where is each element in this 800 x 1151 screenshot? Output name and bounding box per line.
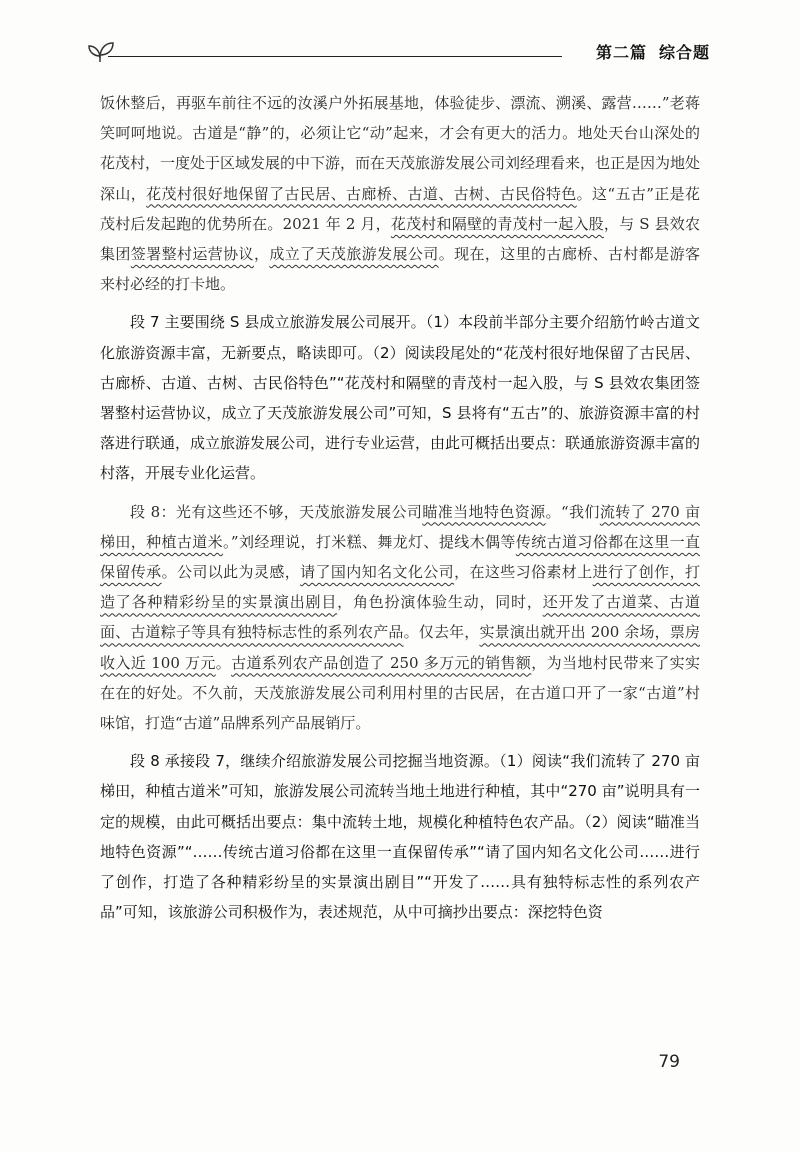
text-run: 。”刘经理说，打米糕、舞龙灯、提线木偶等 [223, 532, 516, 551]
text-run: 。 [215, 653, 232, 672]
text-run: 饭休整后，再驱车前往不远的汝溪户外拓展基地，体验徒步、漂流、溯溪、露营……”老蒋笑呵呵地说。古道是“静”的，必须让它“动”起来，才会有更大的活力。地处天台山深处的花茂村，一度处于区域发展的中下游，而在天茂旅游发展公司刘经理看来，也正是因为地处深山， [100, 94, 701, 203]
page-number: 79 [658, 1052, 680, 1072]
text-run: 。公司以此为灵感， [161, 563, 301, 582]
text-run: 段 8：光有这些还不够，天茂旅游发展公司 [130, 502, 423, 521]
text-run: 。仅去年， [403, 623, 480, 642]
text-run: ， [253, 245, 270, 264]
running-header [86, 38, 710, 68]
text-run: 。这“五古”正是花茂村后发起跑的优势所在。2021 年 2 月， [100, 184, 700, 233]
underlined-key-phrase: 流转了 270 亩梯田，种植古道米 [100, 502, 700, 551]
text-run: ，角色扮演体验生动，同时， [337, 593, 543, 612]
underlined-key-phrase: 签署整村运营协议 [130, 245, 254, 264]
underlined-key-phrase: 古道系列农产品创造了 250 多万元的销售额 [231, 653, 532, 672]
sprout-icon [86, 38, 116, 62]
analysis-paragraph-8: 段 8 承接段 7，继续介绍旅游发展公司挖掘当地资源。（1）阅读“我们流转了 270 亩梯田，种植古道米”可知，旅游发展公司流转当地土地进行种植，其中“270 亩”说明具有一定的规模，由此可概括出要点：集中流转土地，规模化种植特色农产品。（2）阅读“瞄准当地特色资源”“……传统古道习俗都在这里一直保留传承”“请了国内知名文化公司……进行了创作，打造了各种精彩纷呈的实景演出剧目”“开发了……具有独特标志性的系列农产品”可知，该旅游公司积极作为，表述规范，从中可摘抄出要点：深挖特色资 [100, 752, 700, 922]
underlined-key-phrase: 传统古道习俗都在这里一直保留传承 [100, 532, 700, 582]
part-title: 综合题 [658, 43, 710, 62]
part-label: 第二篇 [595, 43, 647, 62]
underlined-key-phrase: 花茂村很好地保留了古民居、古廊桥、古道、古树、古民俗特色 [146, 184, 577, 203]
source-passage-7 [100, 88, 700, 299]
underlined-key-phrase: 瞄准当地特色资源 [422, 502, 546, 521]
text-run: 。“我们 [545, 502, 600, 521]
underlined-key-phrase: 成立了天茂旅游发展公司 [269, 245, 439, 264]
text-run: ，为当地村民带来了实实在在的好处。不久前，天茂旅游发展公司利用村里的古民居，在古道口开了一家“古道”村味馆，打造“古道”品牌系列产品展销厅。 [100, 653, 700, 733]
text-run: 。现在，这里的古廊桥、古村都是游客来村必经的打卡地。 [100, 245, 700, 294]
underlined-key-phrase: 实景演出就开出 200 余场，票房收入近 100 万元 [100, 623, 700, 672]
text-run: ，在这些习俗素材上 [454, 563, 593, 582]
text-run: ，与 S 县效农集团 [100, 214, 700, 264]
header-rule [108, 56, 562, 57]
source-passage-8 [100, 497, 700, 739]
underlined-key-phrase: 花茂村和隔壁的青茂村一起入股 [390, 214, 604, 233]
underlined-key-phrase: 请了国内知名文化公司 [300, 563, 455, 582]
analysis-paragraph-7: 段 7 主要围绕 S 县成立旅游发展公司展开。（1）本段前半部分主要介绍筋竹岭古道文化旅游资源丰富，无新要点，略读即可。（2）阅读段尾处的“花茂村很好地保留了古民居、古廊桥、古道、古树、古民俗特色”“花茂村和隔壁的青茂村一起入股，与 S 县效农集团签署整村运营协议，成立了天茂旅游发展公司”可知，S 县将有“五古”的、旅游资源丰富的村落进行联通，成立旅游发展公司，进行专业运营，由此可概括出要点：联通旅游资源丰富的村落，开展专业化运营。 [100, 313, 701, 483]
page-body [100, 88, 700, 927]
underlined-key-phrase: 还开发了古道菜、古道面、古道粽子等具有独特标志性的系列农产品 [100, 593, 700, 642]
chapter-heading [596, 40, 710, 63]
underlined-key-phrase: 进行了创作，打造了各种精彩纷呈的实景演出剧目 [100, 563, 700, 612]
